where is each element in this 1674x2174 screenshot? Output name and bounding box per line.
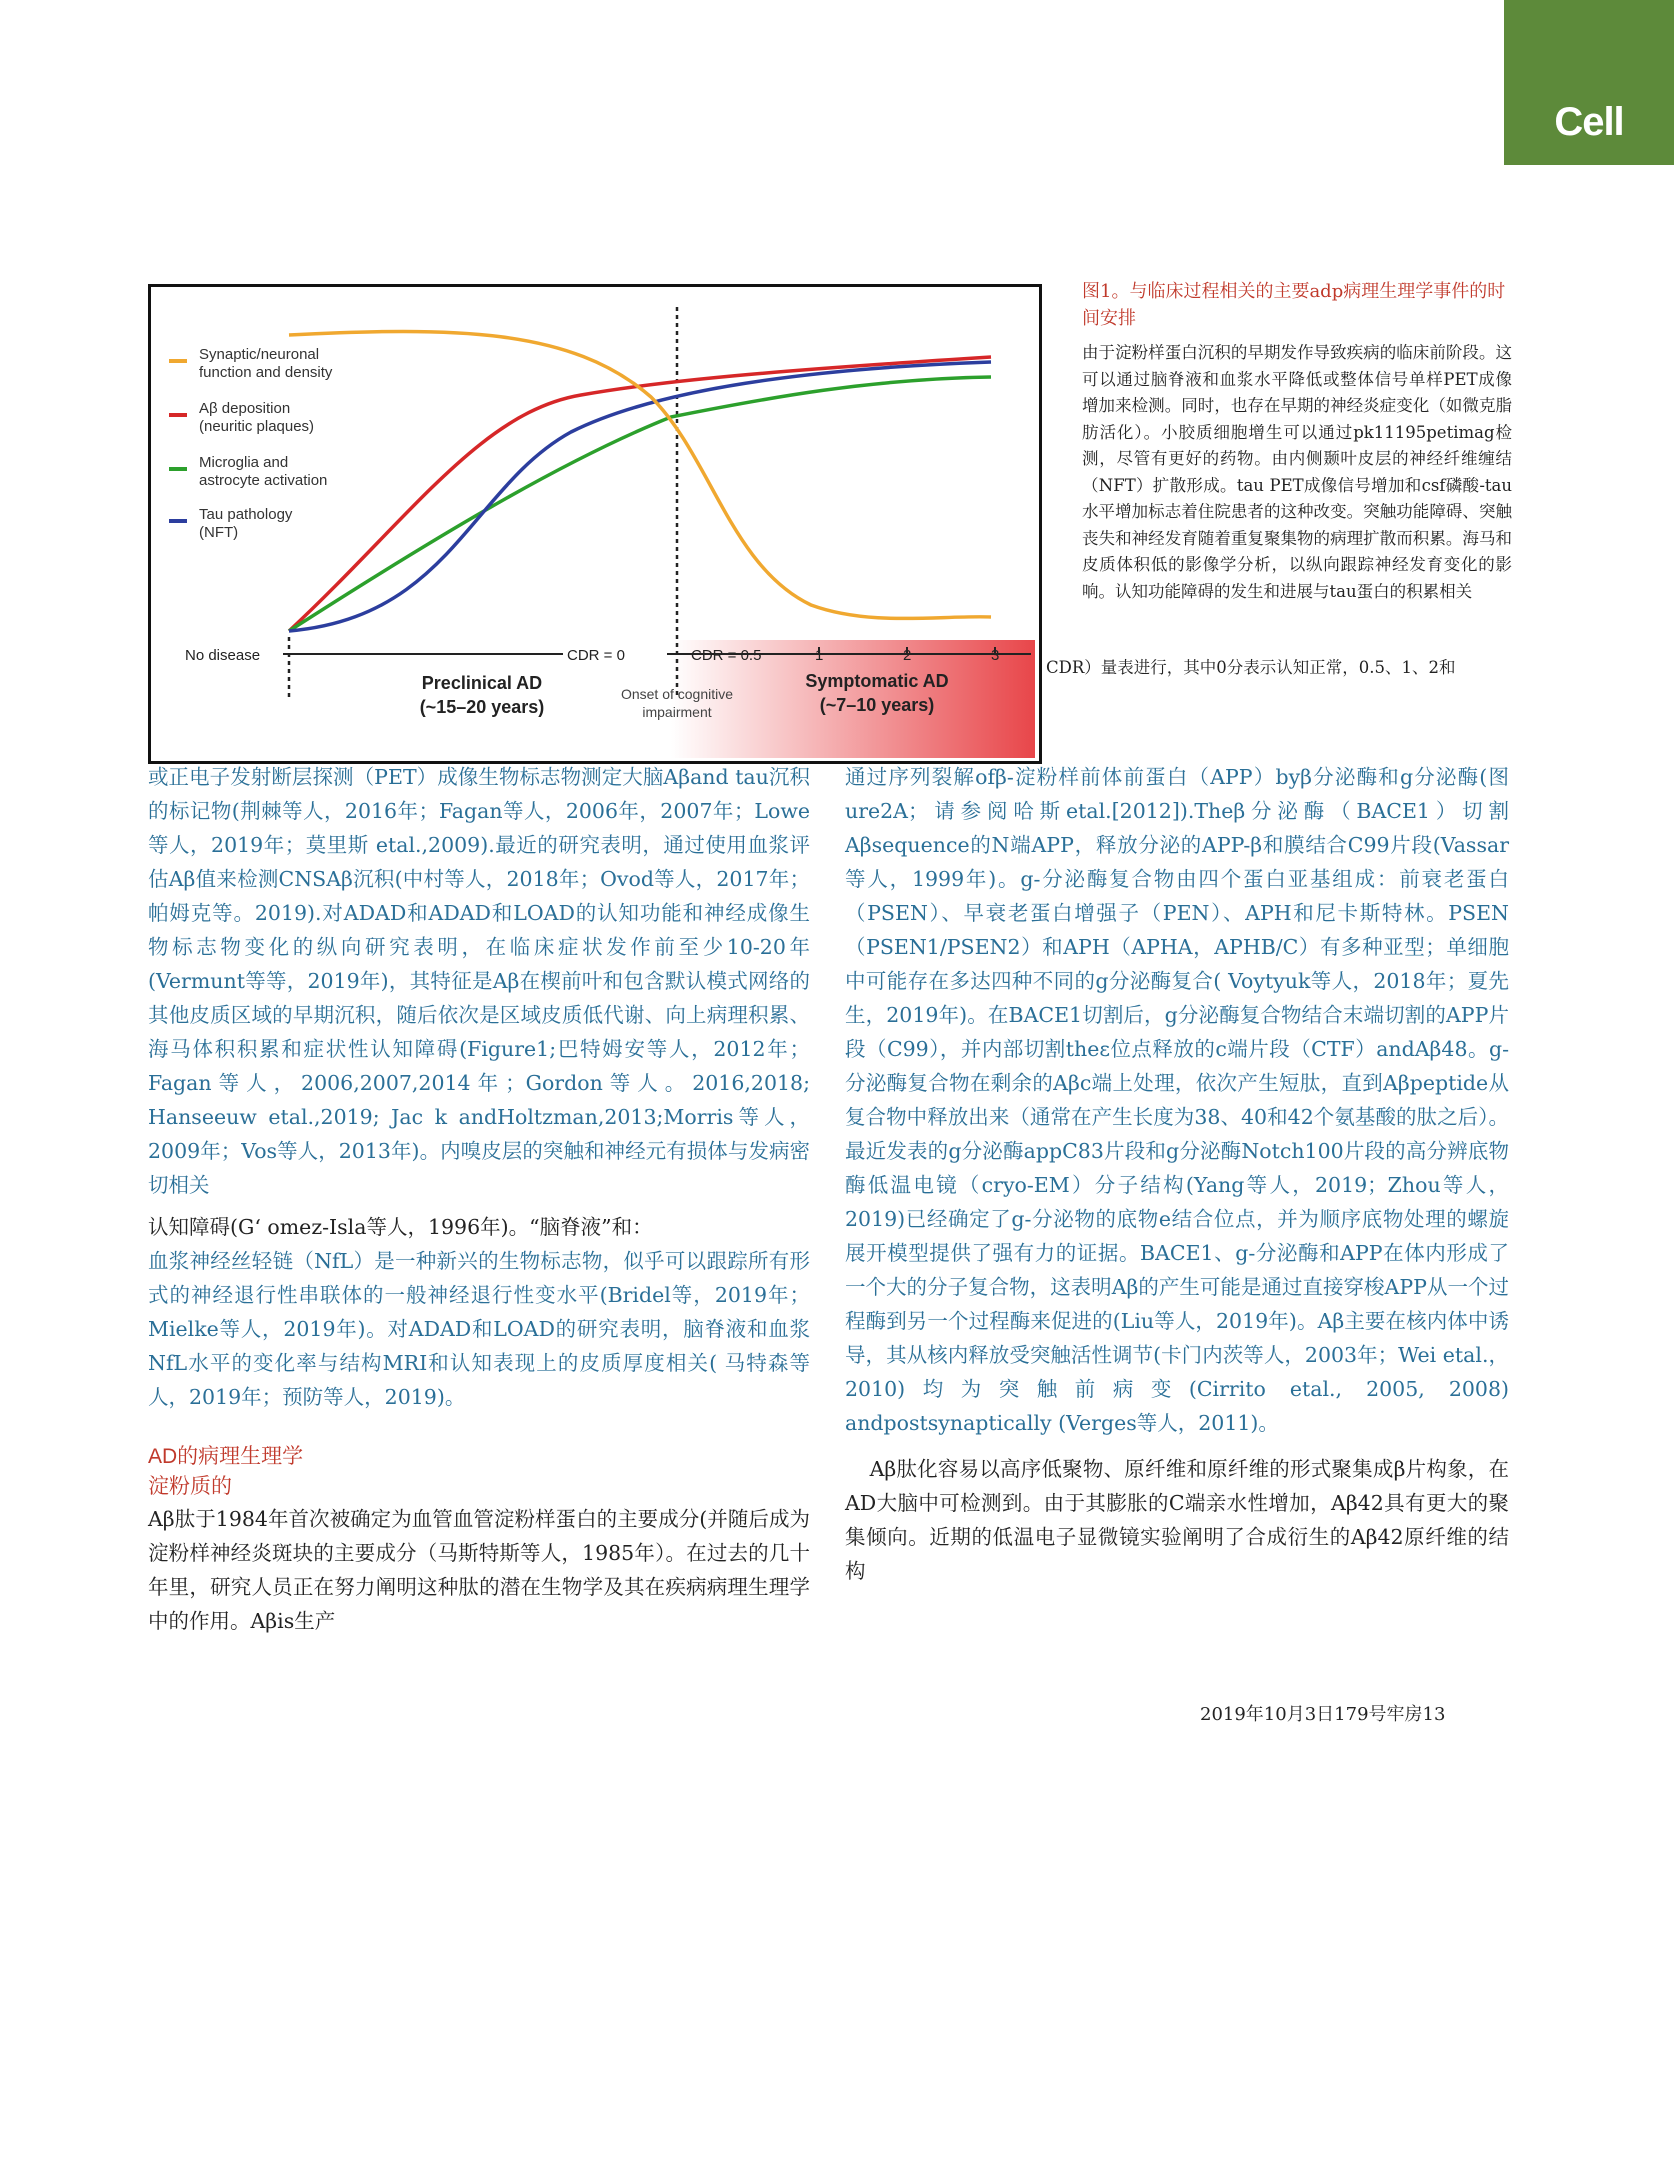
left-paragraph-2: 认知障碍(G‘ omez-Isla等人，1996年)。“脑脊液”和： [148, 1215, 653, 1239]
legend-item-tau [169, 506, 293, 541]
axis-label-cdr0: CDR = 0 [567, 647, 625, 664]
phase-symptomatic: Symptomatic AD [805, 671, 949, 691]
journal-logo-text: Cell [1554, 100, 1624, 144]
axis-label-no-disease: No disease [185, 647, 261, 664]
synaptic-curve [289, 331, 991, 618]
caption-body: 由于淀粉样蛋白沉积的早期发作导致疾病的临床前阶段。这可以通过脑脊液和血浆水平降低或整体信号单样PET成像增加来检测。同时，也存在早期的神经炎症变化（如微克脂肪活化）。小胶质细胞增生可以通过pk11195petimag检测，尽管有更好的药物。由内侧颞叶皮层的神经纤维缠结（NFT）扩散形成。tau PET成像信号增加和csf磷酸-tau水平增加标志着住院患者的这种改变。突触功能障碍、突触丧失和神经发育随着重复聚集物的病理扩散而积累。海马和皮质体积低的影像学分析，以纵向跟踪神经发育变化的影响。认知功能障碍的发生和进展与tau蛋白的积累相关 [1082, 343, 1512, 601]
axis-label-3: 3 [991, 647, 1000, 664]
axis-label-cdr05: CDR = 0.5 [691, 647, 762, 664]
phase-preclinical-years: (~15–20 years) [419, 697, 545, 717]
legend-item-abeta [169, 400, 314, 435]
journal-logo [1504, 0, 1674, 165]
axis-label-2: 2 [903, 647, 912, 664]
subsection-heading: 淀粉质的 [148, 1475, 232, 1498]
caption-overflow-line: CDR）量表进行，其中0分表示认知正常，0.5、1、2和 [1046, 658, 1456, 677]
legend-item-microglia [169, 454, 327, 489]
legend-label: Aβ deposition [199, 400, 291, 417]
legend-item-synaptic [169, 346, 333, 381]
axis-label-1: 1 [815, 647, 824, 664]
right-paragraph-2: Aβ肽化容易以高序低聚物、原纤维和原纤维的形式聚集成β片构象，在AD大脑中可检测到。由于其膨胀的C端亲水性增加，Aβ42具有更大的聚集倾向。近期的低温电子显微镜实验阐明了合成衍生的Aβ42原纤维的结构 [845, 1457, 1509, 1583]
right-paragraph-1: 通过序列裂解ofβ-淀粉样前体前蛋白（APP）byβ分泌酶和g分泌酶(图ure2A；请参阅哈斯etal.[2012]).Theβ分泌酶（BACE1）切割Aβsequence的N端APP，释放分泌的APP-β和膜结合C99片段(Vassar等人，1999年)。g-分泌酶复合物由四个蛋白亚基组成：前衰老蛋白（PSEN）、早衰老蛋白增强子（PEN）、APH和尼卡斯特林。PSEN（PSEN1/PSEN2）和APH（APHA，APHB/C）有多种亚型；单细胞中可能存在多达四种不同的g分泌酶复合( Voytyuk等人，2018年；夏先生，2019年)。在BACE1切割后，g分泌酶复合物结合末端切割的APP片段（C99），并内部切割theε位点释放的c端片段（CTF）andAβ48。g-分泌酶复合物在剩余的Aβc端上处理，依次产生短肽，直到Aβpeptide从复合物中释放出来（通常在产生长度为38、40和42个氨基酸的肽之后）。最近发表的g分泌酶appC83片段和g分泌酶Notch100片段的高分辨底物酶低温电镜（cryo-EM）分子结构(Yang等人，2019；Zhou等人，2019)已经确定了g-分泌物的底物e结合位点，并为顺序底物处理的螺旋展开模型提供了强有力的证据。BACE1、g-分泌酶和APP在体内形成了一个大的分子复合物，这表明Aβ的产生可能是通过直接穿梭APP从一个过程酶到另一个过程酶来促进的(Liu等人，2019年)。Aβ主要在核内体中诱导，其从核内释放受突触活性调节(卡门内茨等人，2003年；Wei etal.，2010)均为突触前病变(Cirrito etal., 2005, 2008) andpostsynaptically (Verges等人，2011)。 [845, 765, 1509, 1435]
left-paragraph-4: Aβ肽于1984年首次被确定为血管血管淀粉样蛋白的主要成分(并随后成为淀粉样神经炎斑块的主要成分（马斯特斯等人，1985年）。在过去的几十年里，研究人员正在努力阐明这种肽的潜在生物学及其在疾病病理生理学中的作用。Aβis生产 [148, 1507, 810, 1633]
figure-1 [148, 284, 1042, 764]
onset-label-2: impairment [642, 704, 712, 720]
phase-preclinical: Preclinical AD [421, 673, 543, 693]
legend-label: (NFT) [199, 524, 239, 541]
legend-label: function and density [199, 364, 333, 381]
tau-curve [289, 362, 991, 631]
page-footer: 2019年10月3日179号牢房13 [1200, 1704, 1446, 1725]
section-heading: AD的病理生理学 [148, 1445, 304, 1468]
legend-label: Microglia and [199, 454, 289, 471]
caption-title: 图1。与临床过程相关的主要adp病理生理学事件的时间安排 [1082, 281, 1506, 329]
phase-symptomatic-years: (~7–10 years) [819, 695, 935, 715]
microglia-curve [289, 377, 991, 631]
onset-label: Onset of cognitive [620, 686, 734, 702]
left-paragraph-1: 或正电子发射断层探测（PET）成像生物标志物测定大脑Aβand tau沉积的标记物(荆棘等人，2016年；Fagan等人，2006年，2007年；Lowe等人，2019年；莫里斯 etal.,2009).最近的研究表明，通过使用血浆评估Aβ值来检测CNSAβ沉积(中村等人，2018年；Ovod等人，2017年；帕姆克等。2019).对ADAD和ADAD和LOAD的认知功能和神经成像生物标志物变化的纵向研究表明，在临床症状发作前至少10-20年(Vermunt等等，2019年)，其特征是Aβ在楔前叶和包含默认模式网络的其他皮质区域的早期沉积，随后依次是区域皮质低代谢、向上病理积累、海马体积积累和症状性认知障碍(Figure1;巴特姆安等人，2012年；Fagan等人，2006,2007,2014年；Gordon等人。2016,2018; Hanseeuw etal.,2019; Jac k andHoltzman,2013;Morris等人，2009年；Vos等人，2013年)。内嗅皮层的突触和神经元有损体与发病密切相关 [148, 765, 810, 1197]
legend-label: astrocyte activation [199, 472, 328, 489]
left-paragraph-3: 血浆神经丝轻链（NfL）是一种新兴的生物标志物，似乎可以跟踪所有形式的神经退行性串联体的一般神经退行性变水平(Bridel等，2019年；Mielke等人，2019年)。对ADAD和LOAD的研究表明，脑脊液和血浆NfL水平的变化率与结构MRI和认知表现上的皮质厚度相关( 马特森等人，2019年；预防等人，2019)。 [148, 1249, 810, 1409]
right-column [845, 760, 1509, 1588]
legend-label: (neuritic plaques) [199, 418, 315, 435]
legend-label: Synaptic/neuronal [199, 346, 320, 363]
figure-caption [1082, 278, 1512, 605]
figure-1-plot [151, 287, 1039, 761]
abeta-curve [289, 357, 991, 631]
legend [169, 346, 333, 541]
left-column [148, 760, 810, 1638]
legend-label: Tau pathology [199, 506, 293, 523]
